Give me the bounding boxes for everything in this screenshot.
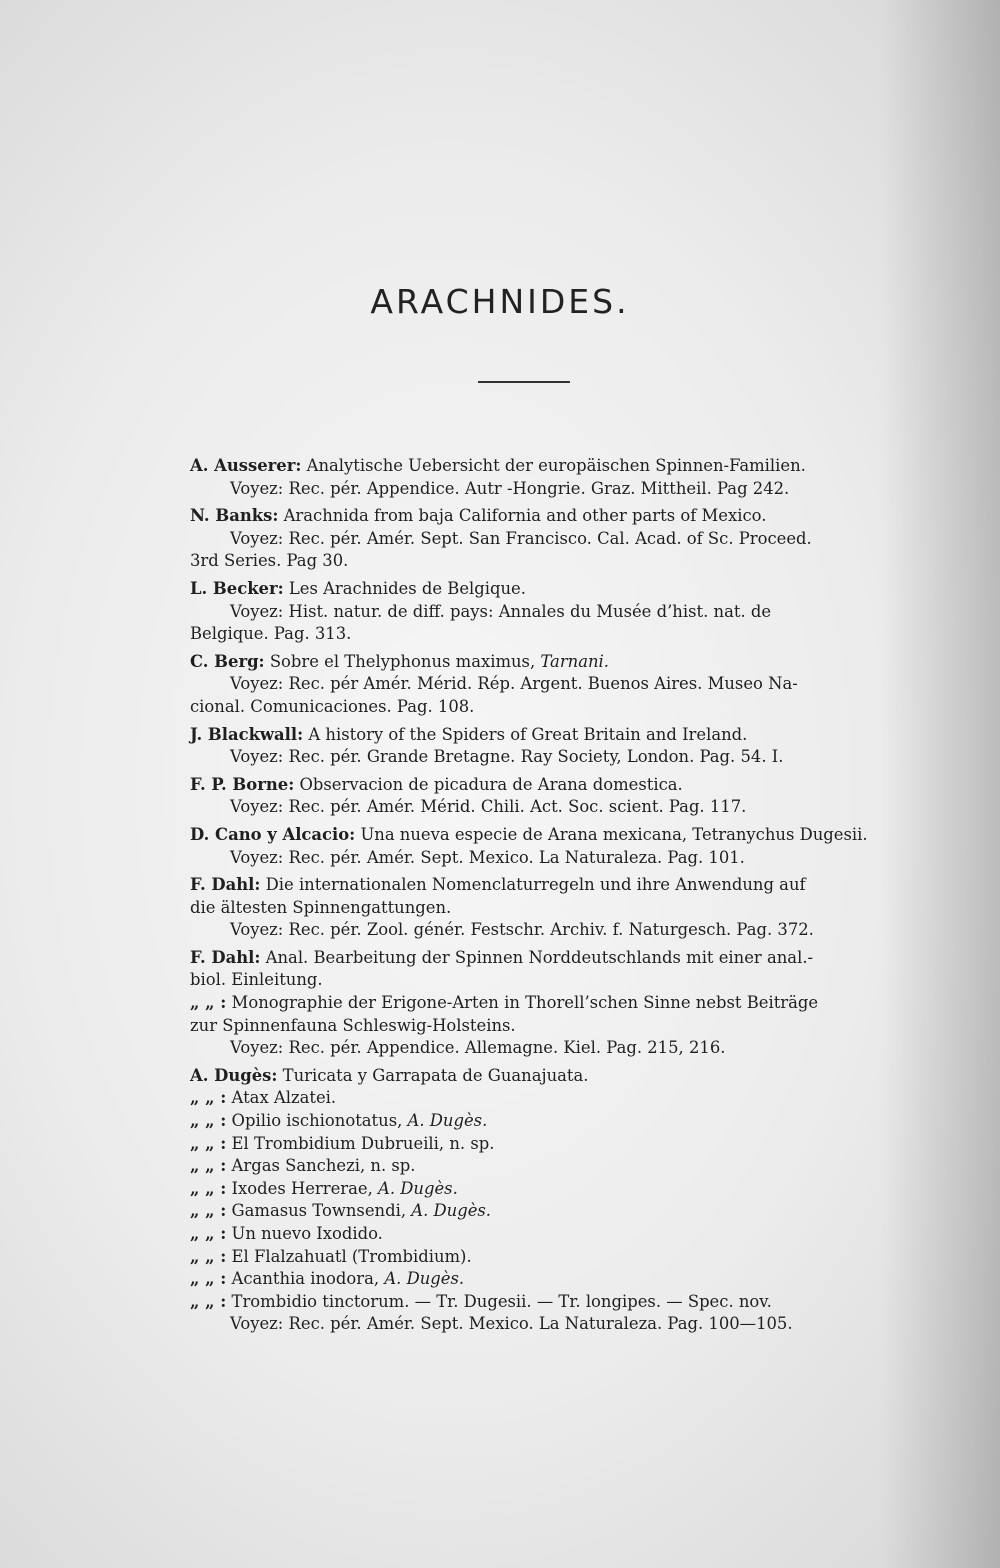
entry-title: Analytische Uebersicht der europäischen Spinnen-Familien. (301, 456, 806, 475)
entry-author: A. Ausserer: (190, 456, 302, 475)
entry-voyez: Voyez: Rec. pér. Amér. Sept. Mexico. La Naturaleza. Pag. 101. (230, 847, 745, 867)
entry-author: D. Cano y Alcacio: (190, 824, 356, 844)
entry-dahl-2 (190, 947, 925, 1060)
ditto-mark: „ „ : (190, 1088, 227, 1108)
entry-author: J. Blackwall: (190, 724, 304, 744)
item-title-italic: A. Dugès. (411, 1201, 492, 1221)
entry-title: Anal. Bearbeitung der Spinnen Norddeutschlands mit einer anal.- (260, 947, 814, 967)
ditto-mark: „ „ : (190, 1156, 227, 1176)
entry-author: L. Becker: (190, 578, 284, 598)
ditto-mark: „ „ : (190, 1246, 227, 1266)
ditto-mark: „ „ : (190, 1201, 227, 1221)
bibliography-entry (190, 874, 925, 942)
item-title-italic: A. Dugès. (384, 1269, 465, 1289)
item-title: Acanthia inodora, (226, 1269, 385, 1289)
duges-item (190, 1268, 925, 1291)
duges-item (190, 1291, 925, 1314)
entry-title: Observacion de picadura de Arana domestica. (294, 774, 683, 794)
entry-continuation: Belgique. Pag. 313. (190, 624, 352, 644)
entry-author: F. Dahl: (190, 947, 261, 967)
entry-voyez: Voyez: Rec. pér. Zool. génér. Festschr. Archiv. f. Naturgesch. Pag. 372. (230, 920, 814, 940)
duges-item (190, 1087, 925, 1110)
item-title: El Flalzahuatl (Trombidium). (226, 1246, 472, 1266)
ditto-mark: „ „ : (190, 1291, 227, 1311)
entry-voyez: Voyez: Rec. pér. Appendice. Allemagne. Kiel. Pag. 215, 216. (230, 1038, 726, 1058)
duges-item (190, 1200, 925, 1223)
entry-voyez: Voyez: Rec. pér. Appendice. Autr -Hongrie. Graz. Mittheil. Pag 242. (230, 478, 790, 498)
ditto-mark: „ „ : (190, 1224, 227, 1243)
item-title: Argas Sanchezi, n. sp. (226, 1156, 416, 1176)
item-title-italic: A. Dugès. (378, 1178, 458, 1198)
ditto-mark: „ „ : (190, 1111, 227, 1131)
entry-continuation: cional. Comunicaciones. Pag. 108. (190, 696, 475, 716)
duges-item (190, 1155, 925, 1178)
entries-container (190, 455, 925, 942)
entry-title: Una nueva especie de Arana mexicana, Tetranychus Dugesii. (355, 824, 868, 844)
entry-voyez: Voyez: Rec. pér. Amér. Sept. San Francisco. Cal. Acad. of Sc. Proceed. (230, 528, 812, 548)
page-title: ARACHNIDES. (370, 282, 630, 321)
item-title: Gamasus Townsendi, (226, 1201, 412, 1221)
item-title: Un nuevo Ixodido. (226, 1224, 383, 1243)
entry-author: F. P. Borne: (190, 774, 295, 794)
duges-items (190, 1087, 925, 1313)
entry-continuation: zur Spinnenfauna Schleswig-Holsteins. (190, 1015, 516, 1035)
entry-title: Die internationalen Nomenclaturregeln und ihre Anwendung auf (260, 875, 806, 895)
duges-item (190, 1246, 925, 1269)
entry-voyez: Voyez: Hist. natur. de diff. pays: Annales du Musée d’hist. nat. de (230, 601, 772, 621)
entry-continuation: biol. Einleitung. (190, 970, 323, 990)
entry-author: N. Banks: (190, 506, 279, 526)
entry-title: Sobre el Thelyphonus maximus, (264, 651, 541, 671)
item-title: El Trombidium Dubrueili, n. sp. (226, 1133, 495, 1153)
ditto-mark: „ „ : (190, 1269, 227, 1289)
bibliography-entry (190, 824, 925, 869)
entry-voyez: Voyez: Rec. pér. Amér. Sept. Mexico. La Naturaleza. Pag. 100—105. (230, 1314, 793, 1334)
bibliography-entry (190, 505, 925, 573)
entry-title-italic: Tarnani. (540, 651, 609, 671)
duges-item (190, 1110, 925, 1133)
entry-title: Les Arachnides de Belgique. (283, 578, 526, 598)
entry-title: Arachnida from baja California and other parts of Mexico. (278, 506, 767, 526)
entry-author: F. Dahl: (190, 875, 261, 895)
item-title: Atax Alzatei. (226, 1088, 337, 1108)
entry-continuation: 3rd Series. Pag 30. (190, 551, 349, 571)
item-title: Ixodes Herrerae, (226, 1178, 379, 1198)
ditto-mark: „ „ : (190, 1133, 227, 1153)
entry-voyez: Voyez: Rec. pér. Amér. Mérid. Chili. Act. Soc. scient. Pag. 117. (230, 797, 747, 817)
duges-item (190, 1133, 925, 1156)
ditto-mark: „ „ : (190, 993, 227, 1013)
entry-author: A. Dugès: (190, 1065, 278, 1085)
bibliography-entry (190, 724, 925, 769)
entry-voyez: Voyez: Rec. pér. Grande Bretagne. Ray Society, London. Pag. 54. I. (230, 747, 784, 767)
duges-item (190, 1223, 925, 1246)
entry-continuation: die ältesten Spinnengattungen. (190, 897, 452, 917)
ditto-mark: „ „ : (190, 1178, 227, 1198)
entry-duges (190, 1065, 925, 1336)
duges-item (190, 1178, 925, 1201)
entry-author: C. Berg: (190, 651, 265, 671)
item-title: Opilio ischionotatus, (226, 1111, 408, 1131)
entry-title: Turicata y Garrapata de Guanajuata. (277, 1065, 589, 1085)
entry-voyez: Voyez: Rec. pér Amér. Mérid. Rép. Argent. Buenos Aires. Museo Na- (230, 674, 798, 694)
entry-title: A history of the Spiders of Great Britain and Ireland. (303, 724, 748, 744)
title-rule (478, 381, 570, 383)
item-title-italic: A. Dugès. (407, 1111, 488, 1131)
entry-title: Monographie der Erigone-Arten in Thorell’schen Sinne nebst Beiträge (226, 993, 819, 1013)
item-title: Trombidio tinctorum. — Tr. Dugesii. — Tr. longipes. — Spec. nov. (226, 1291, 772, 1311)
bibliography-entry (190, 774, 925, 819)
bibliography-entry (190, 651, 925, 719)
bibliography-list (190, 455, 925, 1341)
bibliography-entry (190, 455, 925, 500)
bibliography-entry (190, 578, 925, 646)
